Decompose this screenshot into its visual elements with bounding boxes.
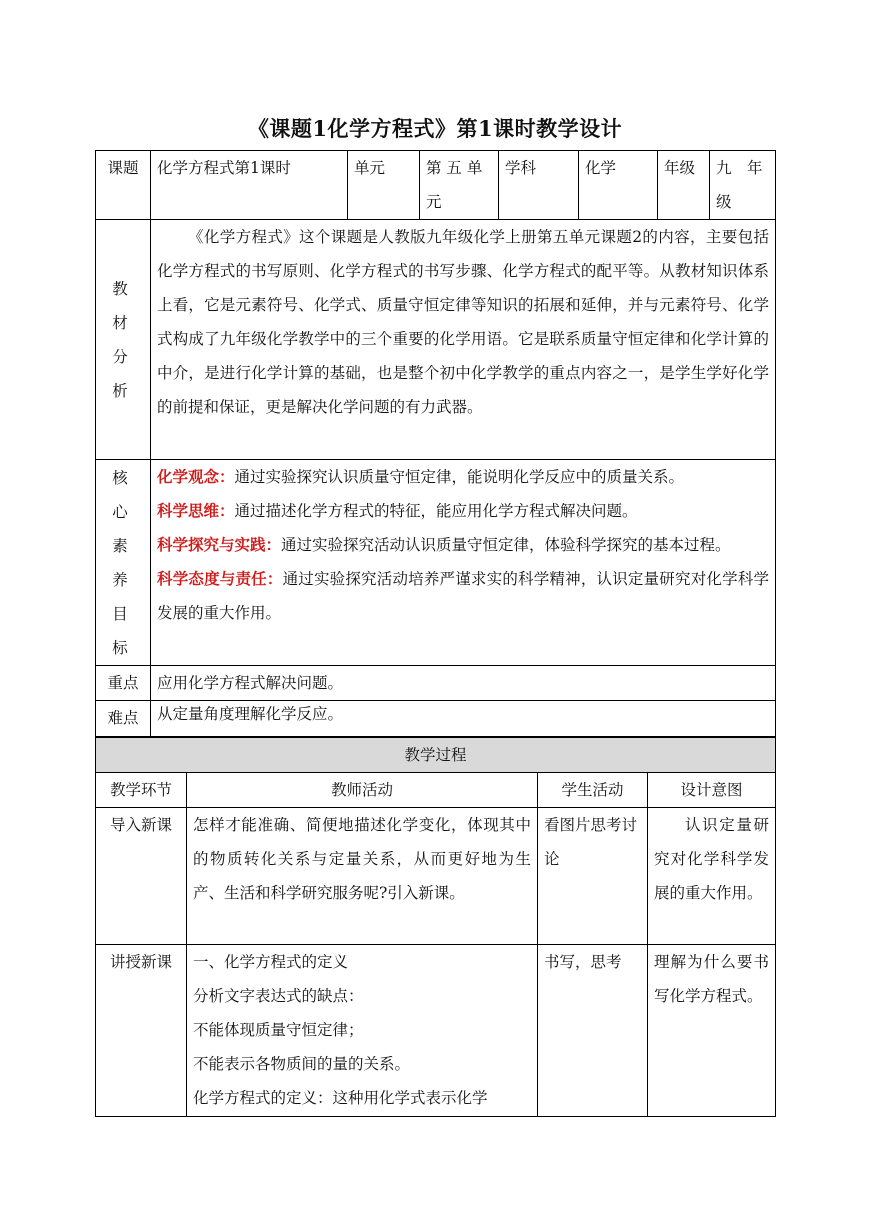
column-header-student: 学生活动 [538, 773, 648, 808]
goals-label [96, 460, 151, 666]
intent-cell: 认识定量研究对化学科学发展的重大作用。 [648, 808, 776, 945]
lesson-info-table [95, 150, 776, 737]
process-header: 教学过程 [96, 738, 776, 773]
goal-text: 通过实验探究活动认识质量守恒定律，体验科学探究的基本过程。 [281, 536, 731, 554]
unit-label: 单元 [348, 151, 420, 220]
unit-value [420, 151, 499, 220]
goal-item [157, 460, 769, 494]
difficulty-label: 难点 [96, 701, 151, 737]
page-title: 《课题1化学方程式》第1课时教学设计 [247, 116, 623, 141]
goal-heading: 科学态度与责任： [157, 569, 283, 588]
column-header-intent: 设计意图 [648, 773, 776, 808]
teacher-line: 不能表示各物质间的量的关系。 [193, 1055, 411, 1073]
teacher-activity-cell [187, 945, 538, 1117]
difficulty-text: 从定量角度理解化学反应。 [151, 701, 776, 737]
goal-heading: 科学思维： [157, 501, 235, 520]
goal-text: 通过实验探究活动培养严谨求实的科学精神，认识定量研究对化学科学发展的重大作用。 [157, 570, 769, 622]
column-header-stage: 教学环节 [96, 773, 187, 808]
topic-label: 课题 [96, 151, 151, 220]
analysis-label-line1: 教材 [112, 279, 134, 332]
goal-item [157, 528, 769, 562]
goal-text: 通过描述化学方程式的特征，能应用化学方程式解决问题。 [234, 502, 638, 520]
column-header-teacher: 教师活动 [187, 773, 538, 808]
grade-value-line2: 级 [716, 193, 732, 211]
grade-label: 年级 [658, 151, 710, 220]
topic-value: 化学方程式第1课时 [151, 151, 348, 220]
goal-item [157, 494, 769, 528]
unit-value-line2: 元 [426, 193, 442, 211]
intent-cell: 理解为什么要书写化学方程式。 [648, 945, 776, 1117]
goals-label-line3: 目标 [112, 604, 134, 657]
grade-value [710, 151, 776, 220]
teacher-line: 化学方程式的定义：这种用化学式表示化学 [193, 1089, 488, 1107]
analysis-text: 《化学方程式》这个课题是人教版九年级化学上册第五单元课题2的内容，主要包括化学方程式的书写原则、化学方程式的书写步骤、化学方程式的配平等。从教材知识体系上看，它是元素符号、化学式、质量守恒定律等知识的拓展和延伸，并与元素符号、化学式构成了九年级化学教学中的三个重要的化学用语。它是联系质量守恒定律和化学计算的中介，是进行化学计算的基础，也是整个初中化学教学的重点内容之一，是学生学好化学的前提和保证，更是解决化学问题的有力武器。 [151, 220, 776, 460]
student-activity-cell: 看图片思考讨论 [538, 808, 648, 945]
goals-list [151, 460, 776, 666]
subject-value: 化学 [579, 151, 658, 220]
goal-heading: 化学观念： [157, 467, 235, 486]
goal-item [157, 562, 769, 630]
analysis-label-line2: 分析 [112, 347, 134, 400]
key-point-text: 应用化学方程式解决问题。 [151, 666, 776, 701]
teacher-line: 一、化学方程式的定义 [193, 953, 349, 971]
subject-label: 学科 [499, 151, 579, 220]
student-activity-cell: 书写，思考 [538, 945, 648, 1117]
teacher-line: 不能体现质量守恒定律； [193, 1021, 364, 1039]
key-point-label: 重点 [96, 666, 151, 701]
goals-label-line2: 素养 [112, 536, 134, 589]
goal-text: 通过实验探究认识质量守恒定律，能说明化学反应中的质量关系。 [234, 468, 685, 486]
analysis-label [96, 220, 151, 460]
teacher-line: 分析文字表达式的缺点： [193, 987, 364, 1005]
teaching-process-table [95, 737, 776, 1117]
stage-cell: 导入新课 [96, 808, 187, 945]
goal-heading: 科学探究与实践： [157, 535, 282, 554]
unit-value-line1: 第 五 单 [426, 159, 483, 177]
teacher-activity-cell: 怎样才能准确、简便地描述化学变化，体现其中的物质转化关系与定量关系，从而更好地为生产、生活和科学研究服务呢?引入新课。 [187, 808, 538, 945]
goals-label-line1: 核心 [112, 468, 134, 521]
stage-cell: 讲授新课 [96, 945, 187, 1117]
grade-value-line1: 九 年 [716, 159, 763, 177]
